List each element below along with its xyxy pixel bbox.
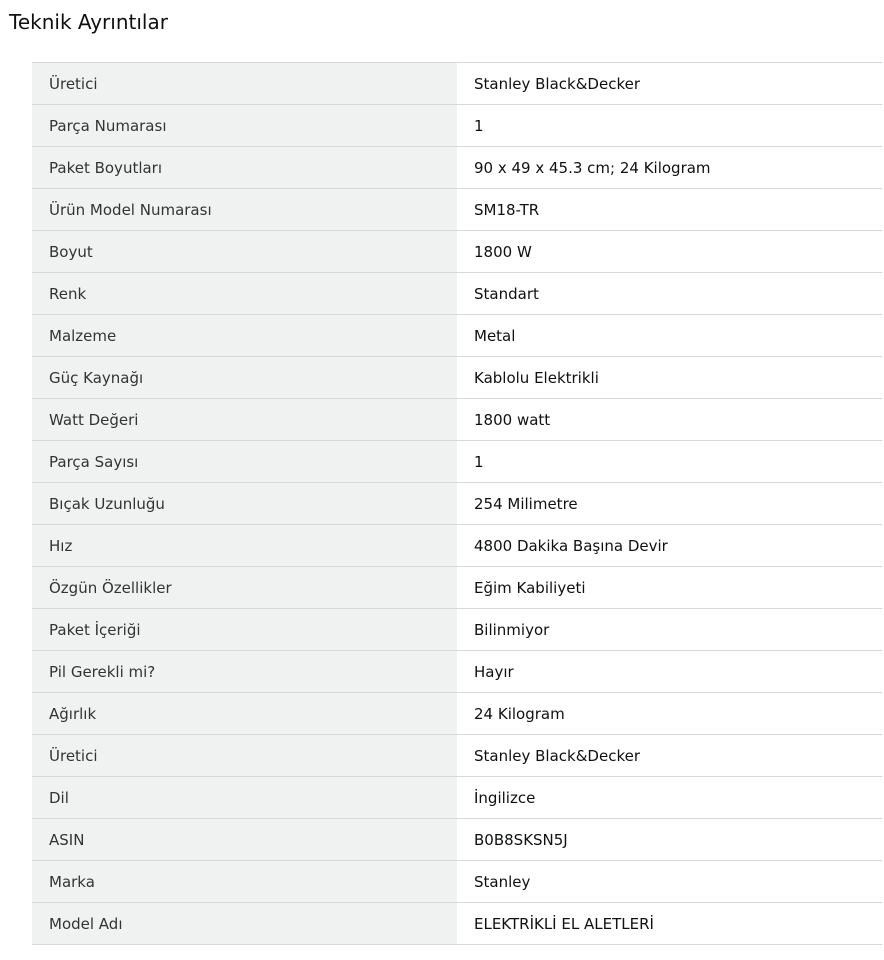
spec-label: Bıçak Uzunluğu	[32, 483, 457, 525]
section-title: Teknik Ayrıntılar	[9, 10, 168, 34]
spec-value: Bilinmiyor	[457, 609, 882, 651]
spec-label: Üretici	[32, 735, 457, 777]
table-row	[32, 525, 882, 567]
spec-value: Hayır	[457, 651, 882, 693]
spec-label: Paket Boyutları	[32, 147, 457, 189]
spec-value: SM18-TR	[457, 189, 882, 231]
table-row	[32, 273, 882, 315]
spec-value: Standart	[457, 273, 882, 315]
spec-label: Model Adı	[32, 903, 457, 945]
spec-label: Marka	[32, 861, 457, 903]
spec-value: Stanley Black&Decker	[457, 735, 882, 777]
spec-value: 1	[457, 441, 882, 483]
spec-label: Üretici	[32, 63, 457, 105]
spec-value: 4800 Dakika Başına Devir	[457, 525, 882, 567]
spec-value: Stanley Black&Decker	[457, 63, 882, 105]
spec-label: Malzeme	[32, 315, 457, 357]
spec-value: İngilizce	[457, 777, 882, 819]
table-row	[32, 819, 882, 861]
table-row	[32, 903, 882, 945]
spec-label: Boyut	[32, 231, 457, 273]
spec-label: ASIN	[32, 819, 457, 861]
spec-label: Parça Sayısı	[32, 441, 457, 483]
spec-value: Metal	[457, 315, 882, 357]
table-row	[32, 441, 882, 483]
spec-label: Güç Kaynağı	[32, 357, 457, 399]
spec-value: B0B8SKSN5J	[457, 819, 882, 861]
table-row	[32, 189, 882, 231]
spec-label: Watt Değeri	[32, 399, 457, 441]
spec-value: 1800 watt	[457, 399, 882, 441]
spec-value: Eğim Kabiliyeti	[457, 567, 882, 609]
table-row	[32, 861, 882, 903]
table-row	[32, 147, 882, 189]
spec-label: Özgün Özellikler	[32, 567, 457, 609]
table-row	[32, 735, 882, 777]
spec-value: 1800 W	[457, 231, 882, 273]
spec-value: 90 x 49 x 45.3 cm; 24 Kilogram	[457, 147, 882, 189]
table-row	[32, 651, 882, 693]
table-row	[32, 105, 882, 147]
table-row	[32, 693, 882, 735]
spec-label: Dil	[32, 777, 457, 819]
table-row	[32, 483, 882, 525]
spec-value: 1	[457, 105, 882, 147]
spec-label: Ürün Model Numarası	[32, 189, 457, 231]
spec-label: Renk	[32, 273, 457, 315]
technical-details-table	[32, 62, 882, 945]
spec-value: ELEKTRİKLİ EL ALETLERİ	[457, 903, 882, 945]
spec-value: 24 Kilogram	[457, 693, 882, 735]
spec-value: 254 Milimetre	[457, 483, 882, 525]
spec-label: Paket İçeriği	[32, 609, 457, 651]
table-row	[32, 231, 882, 273]
table-row	[32, 357, 882, 399]
table-row	[32, 609, 882, 651]
spec-value: Stanley	[457, 861, 882, 903]
table-row	[32, 315, 882, 357]
table-row	[32, 567, 882, 609]
table-row	[32, 63, 882, 105]
table-row	[32, 777, 882, 819]
table-row	[32, 399, 882, 441]
spec-label: Parça Numarası	[32, 105, 457, 147]
spec-label: Hız	[32, 525, 457, 567]
spec-label: Ağırlık	[32, 693, 457, 735]
spec-value: Kablolu Elektrikli	[457, 357, 882, 399]
spec-label: Pil Gerekli mi?	[32, 651, 457, 693]
